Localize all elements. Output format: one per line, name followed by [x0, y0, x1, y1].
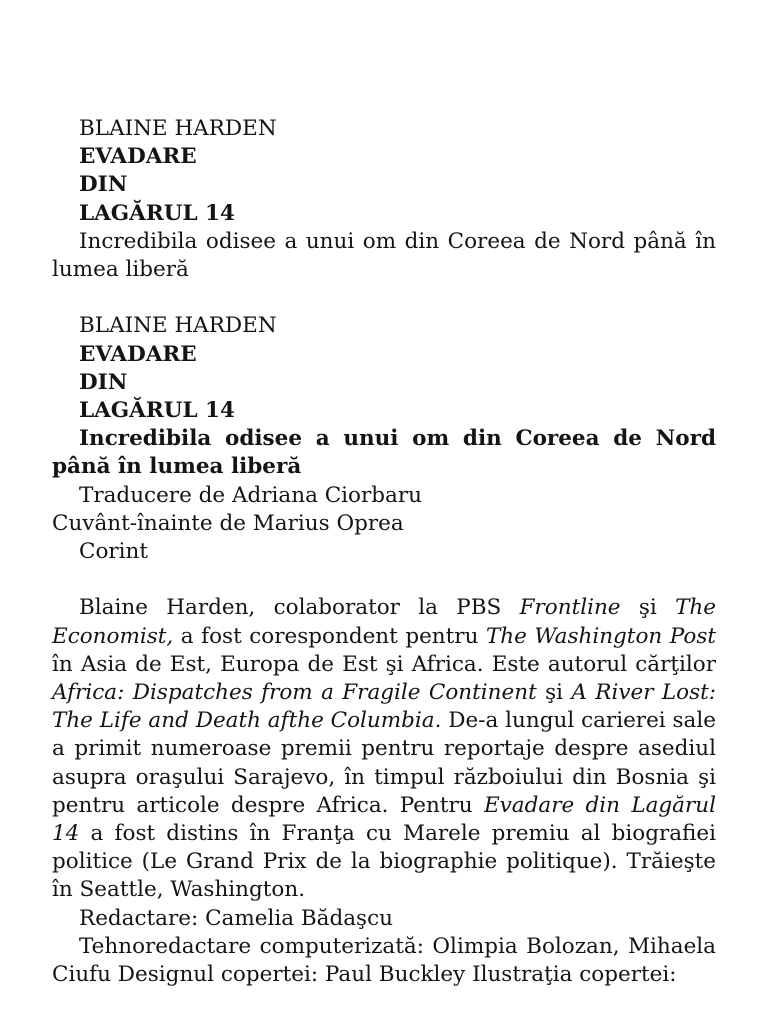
block2-title-line-1: EVADARE [79, 341, 197, 367]
block1-title-line-1: EVADARE [79, 144, 197, 170]
block2-subtitle: Incredibila odisee a unui om din Coreea de Nord până în lumea liberă [52, 426, 716, 480]
block1-title-line-3: LAGĂRUL 14 [79, 200, 235, 226]
block2-author: BLAINE HARDEN [79, 313, 277, 339]
spacer [52, 284, 716, 312]
bio-italic-title: A River Lost: The Life and Death afthe Columbia. [52, 680, 717, 734]
bio-text: Blaine Harden, colaborator la PBS [79, 595, 520, 621]
bio-text: De-a lungul carierei sale a primit numeroase premii pentru reportaje despre asediul asupra oraşului Sarajevo, în timpul războiului din Bosnia şi pentru articole despre Africa. Pentru [52, 708, 716, 818]
bio-italic-title: The Washington Post [485, 623, 716, 649]
bio-italic-title: Evadare din Lagărul 14 [52, 792, 716, 847]
block2-title-line-2: DIN [79, 369, 128, 395]
block1-subtitle: Incredibila odisee a unui om din Coreea de Nord până în lumea liberă [52, 228, 716, 283]
bio-text: şi [536, 680, 572, 706]
spacer [52, 566, 716, 594]
typesetting-credit: Tehnoredactare computerizată: Olimpia Bolozan, Mihaela Ciufu Designul copertei: Paul Buckley Ilustraţia copertei: [52, 933, 716, 988]
bio-text: a fost distins în Franţa cu Marele premiu al biografiei politice (Le Grand Prix de la biographie politique). Trăieşte în Seattle, Washington. [52, 821, 716, 903]
document-page [52, 115, 716, 989]
author-bio [52, 594, 716, 904]
foreword-credit: Cuvânt-înainte de Marius Oprea [52, 510, 404, 536]
translator-credit: Traducere de Adriana Ciorbaru [79, 482, 422, 508]
block2-title-line-3: LAGĂRUL 14 [79, 398, 235, 424]
bio-italic-title: Africa: Dispatches from a Fragile Continent [52, 680, 537, 706]
bio-text: în Asia de Est, Europa de Est şi Africa. Este autorul cărţilor [52, 651, 716, 677]
editing-credit: Redactare: Camelia Bădaşcu [79, 905, 393, 931]
bio-italic-title: Frontline [519, 595, 621, 621]
bio-text: a fost corespondent pentru [173, 623, 486, 649]
bio-italic-title: The Economist, [52, 595, 716, 649]
block1-author: BLAINE HARDEN [79, 116, 277, 141]
block1-title-line-2: DIN [79, 172, 128, 198]
publisher-name: Corint [79, 539, 149, 565]
bio-text: şi [620, 595, 676, 621]
